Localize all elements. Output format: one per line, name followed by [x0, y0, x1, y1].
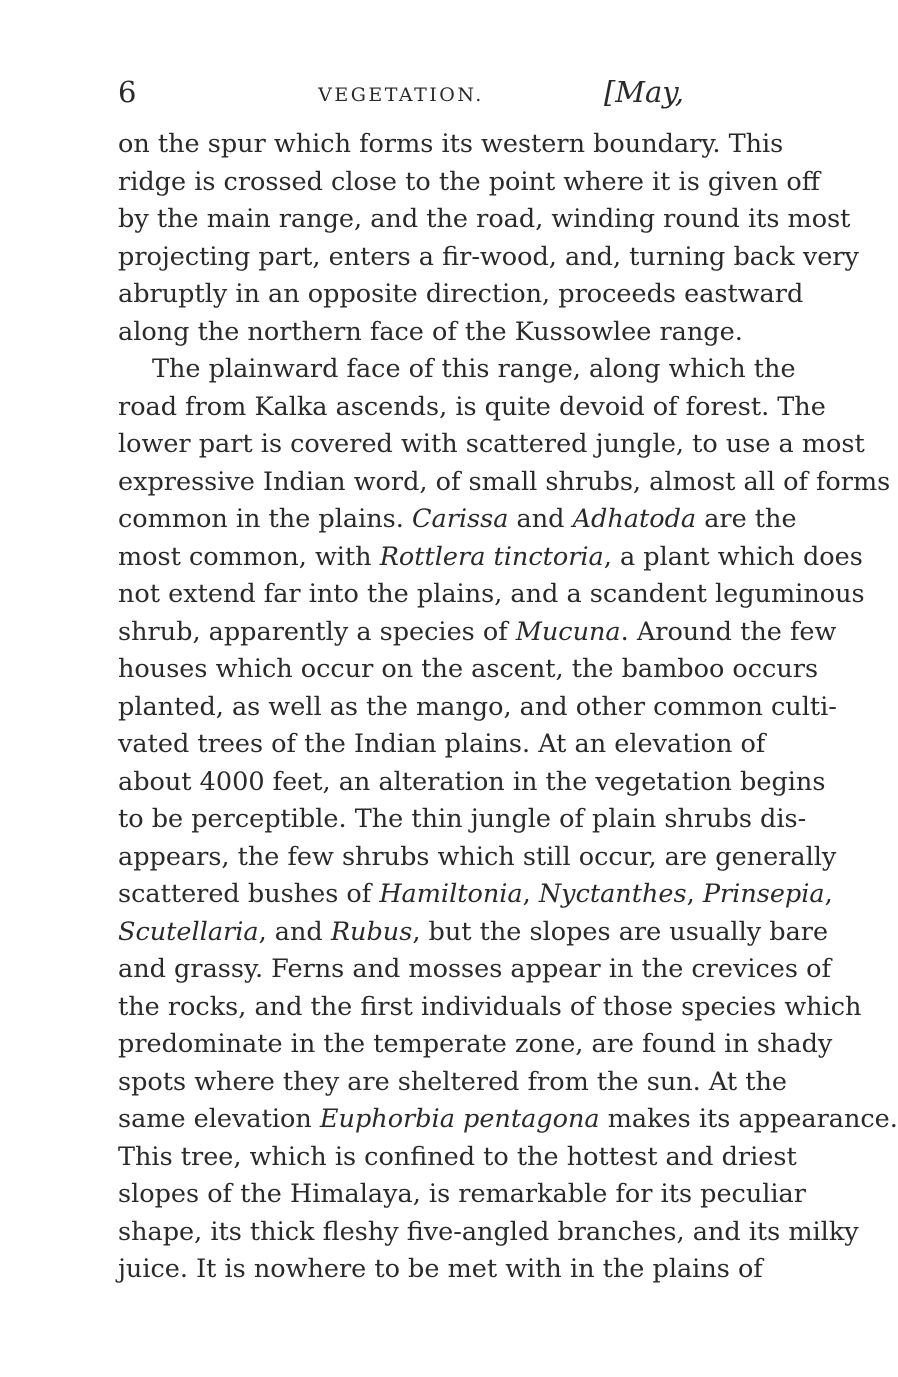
text-segment: shape, its thick fleshy five-angled branches, and its milky	[118, 1216, 859, 1247]
text-segment: planted, as well as the mango, and other common culti-	[118, 691, 837, 722]
text-segment: and grassy. Ferns and mosses appear in the crevices of	[118, 954, 831, 984]
text-segment: slopes of the Himalaya, is remarkable for its peculiar	[118, 1179, 806, 1209]
text-line	[118, 801, 807, 839]
text-line	[118, 501, 797, 539]
text-segment: ,	[522, 879, 539, 909]
text-segment: makes its appearance.	[599, 1104, 898, 1134]
text-line	[118, 689, 837, 727]
text-line	[118, 389, 826, 427]
text-segment: projecting part, enters a fir-wood, and, turning back very	[118, 241, 859, 272]
italic-term: Carissa	[412, 504, 509, 534]
italic-term: Mucuna	[515, 616, 621, 647]
text-line	[118, 164, 820, 202]
text-line	[118, 876, 833, 914]
text-segment: to be perceptible. The thin jungle of plain shrubs dis-	[118, 804, 807, 834]
text-line	[118, 1176, 806, 1214]
running-date: [May,	[603, 75, 684, 109]
text-segment: not extend far into the plains, and a scandent leguminous	[118, 579, 865, 609]
running-head: VEGETATION.	[318, 84, 484, 106]
text-segment: most common, with	[118, 541, 380, 572]
text-segment: , but the slopes are usually bare	[412, 916, 829, 947]
text-segment: are the	[696, 504, 797, 534]
italic-term: Euphorbia pentagona	[319, 1104, 600, 1134]
text-line	[118, 1101, 898, 1139]
text-line	[118, 764, 826, 802]
text-segment: on the spur which forms its western boundary. This	[118, 129, 784, 159]
text-segment: lower part is covered with scattered jungle, to use a most	[118, 429, 865, 459]
text-segment: predominate in the temperate zone, are found in shady	[118, 1029, 833, 1059]
text-segment: ,	[686, 879, 703, 909]
text-segment: and	[508, 504, 573, 534]
text-segment: . Around the few	[620, 616, 837, 647]
text-line	[118, 1026, 833, 1064]
text-segment: , and	[258, 916, 331, 947]
italic-term: Rottlera tinctoria	[379, 541, 604, 572]
text-segment: shrub, apparently a species of	[118, 616, 516, 647]
text-segment: scattered bushes of	[118, 879, 380, 909]
text-line	[118, 464, 891, 502]
text-line	[118, 539, 863, 577]
text-line	[118, 239, 859, 277]
body-text	[118, 126, 898, 1289]
text-line	[118, 126, 784, 164]
text-segment: by the main range, and the road, winding round its most	[118, 204, 851, 234]
text-segment: the rocks, and the first individuals of those species which	[118, 991, 862, 1022]
text-segment: vated trees of the Indian plains. At an elevation of	[118, 729, 766, 759]
text-line	[118, 201, 851, 239]
text-segment: appears, the few shrubs which still occur, are generally	[118, 841, 837, 872]
text-segment: ,	[824, 879, 833, 909]
text-segment: expressive Indian word, of small shrubs, almost all of forms	[118, 466, 891, 497]
text-segment: spots where they are sheltered from the sun. At the	[118, 1066, 787, 1097]
text-segment: along the northern face of the Kussowlee range.	[118, 316, 743, 347]
text-line	[118, 1139, 797, 1177]
text-line	[118, 839, 837, 877]
italic-term: Scutellaria	[118, 916, 259, 947]
page-number: 6	[118, 75, 137, 109]
italic-term: Rubus	[330, 916, 413, 947]
text-segment: ridge is crossed close to the point where it is given off	[118, 166, 820, 197]
text-line	[118, 651, 819, 689]
text-line	[118, 614, 837, 652]
text-segment: abruptly in an opposite direction, proceeds eastward	[118, 279, 804, 309]
text-segment: about 4000 feet, an alteration in the vegetation begins	[118, 766, 826, 797]
text-line	[118, 576, 865, 614]
text-line	[118, 914, 829, 952]
text-line	[118, 351, 796, 389]
italic-term: Adhatoda	[572, 504, 697, 534]
text-segment: road from Kalka ascends, is quite devoid of forest. The	[118, 391, 826, 422]
text-line	[118, 726, 766, 764]
text-segment: The plainward face of this range, along which the	[152, 354, 796, 384]
text-segment: This tree, which is confined to the hottest and driest	[118, 1141, 797, 1172]
text-line	[118, 1251, 763, 1289]
text-line	[118, 276, 804, 314]
text-line	[118, 426, 865, 464]
text-line	[118, 1064, 787, 1102]
text-line	[118, 314, 743, 352]
text-line	[118, 1214, 859, 1252]
text-segment: common in the plains.	[118, 504, 412, 534]
text-segment: same elevation	[118, 1104, 320, 1134]
italic-term: Prinsepia	[702, 879, 825, 909]
text-line	[118, 951, 831, 989]
text-segment: , a plant which does	[603, 541, 863, 572]
page-header	[118, 74, 684, 114]
text-segment: houses which occur on the ascent, the bamboo occurs	[118, 654, 819, 684]
italic-term: Hamiltonia	[379, 879, 523, 909]
text-segment: juice. It is nowhere to be met with in the plains of	[118, 1254, 763, 1284]
text-line	[118, 989, 862, 1027]
italic-term: Nyctanthes	[538, 879, 687, 909]
